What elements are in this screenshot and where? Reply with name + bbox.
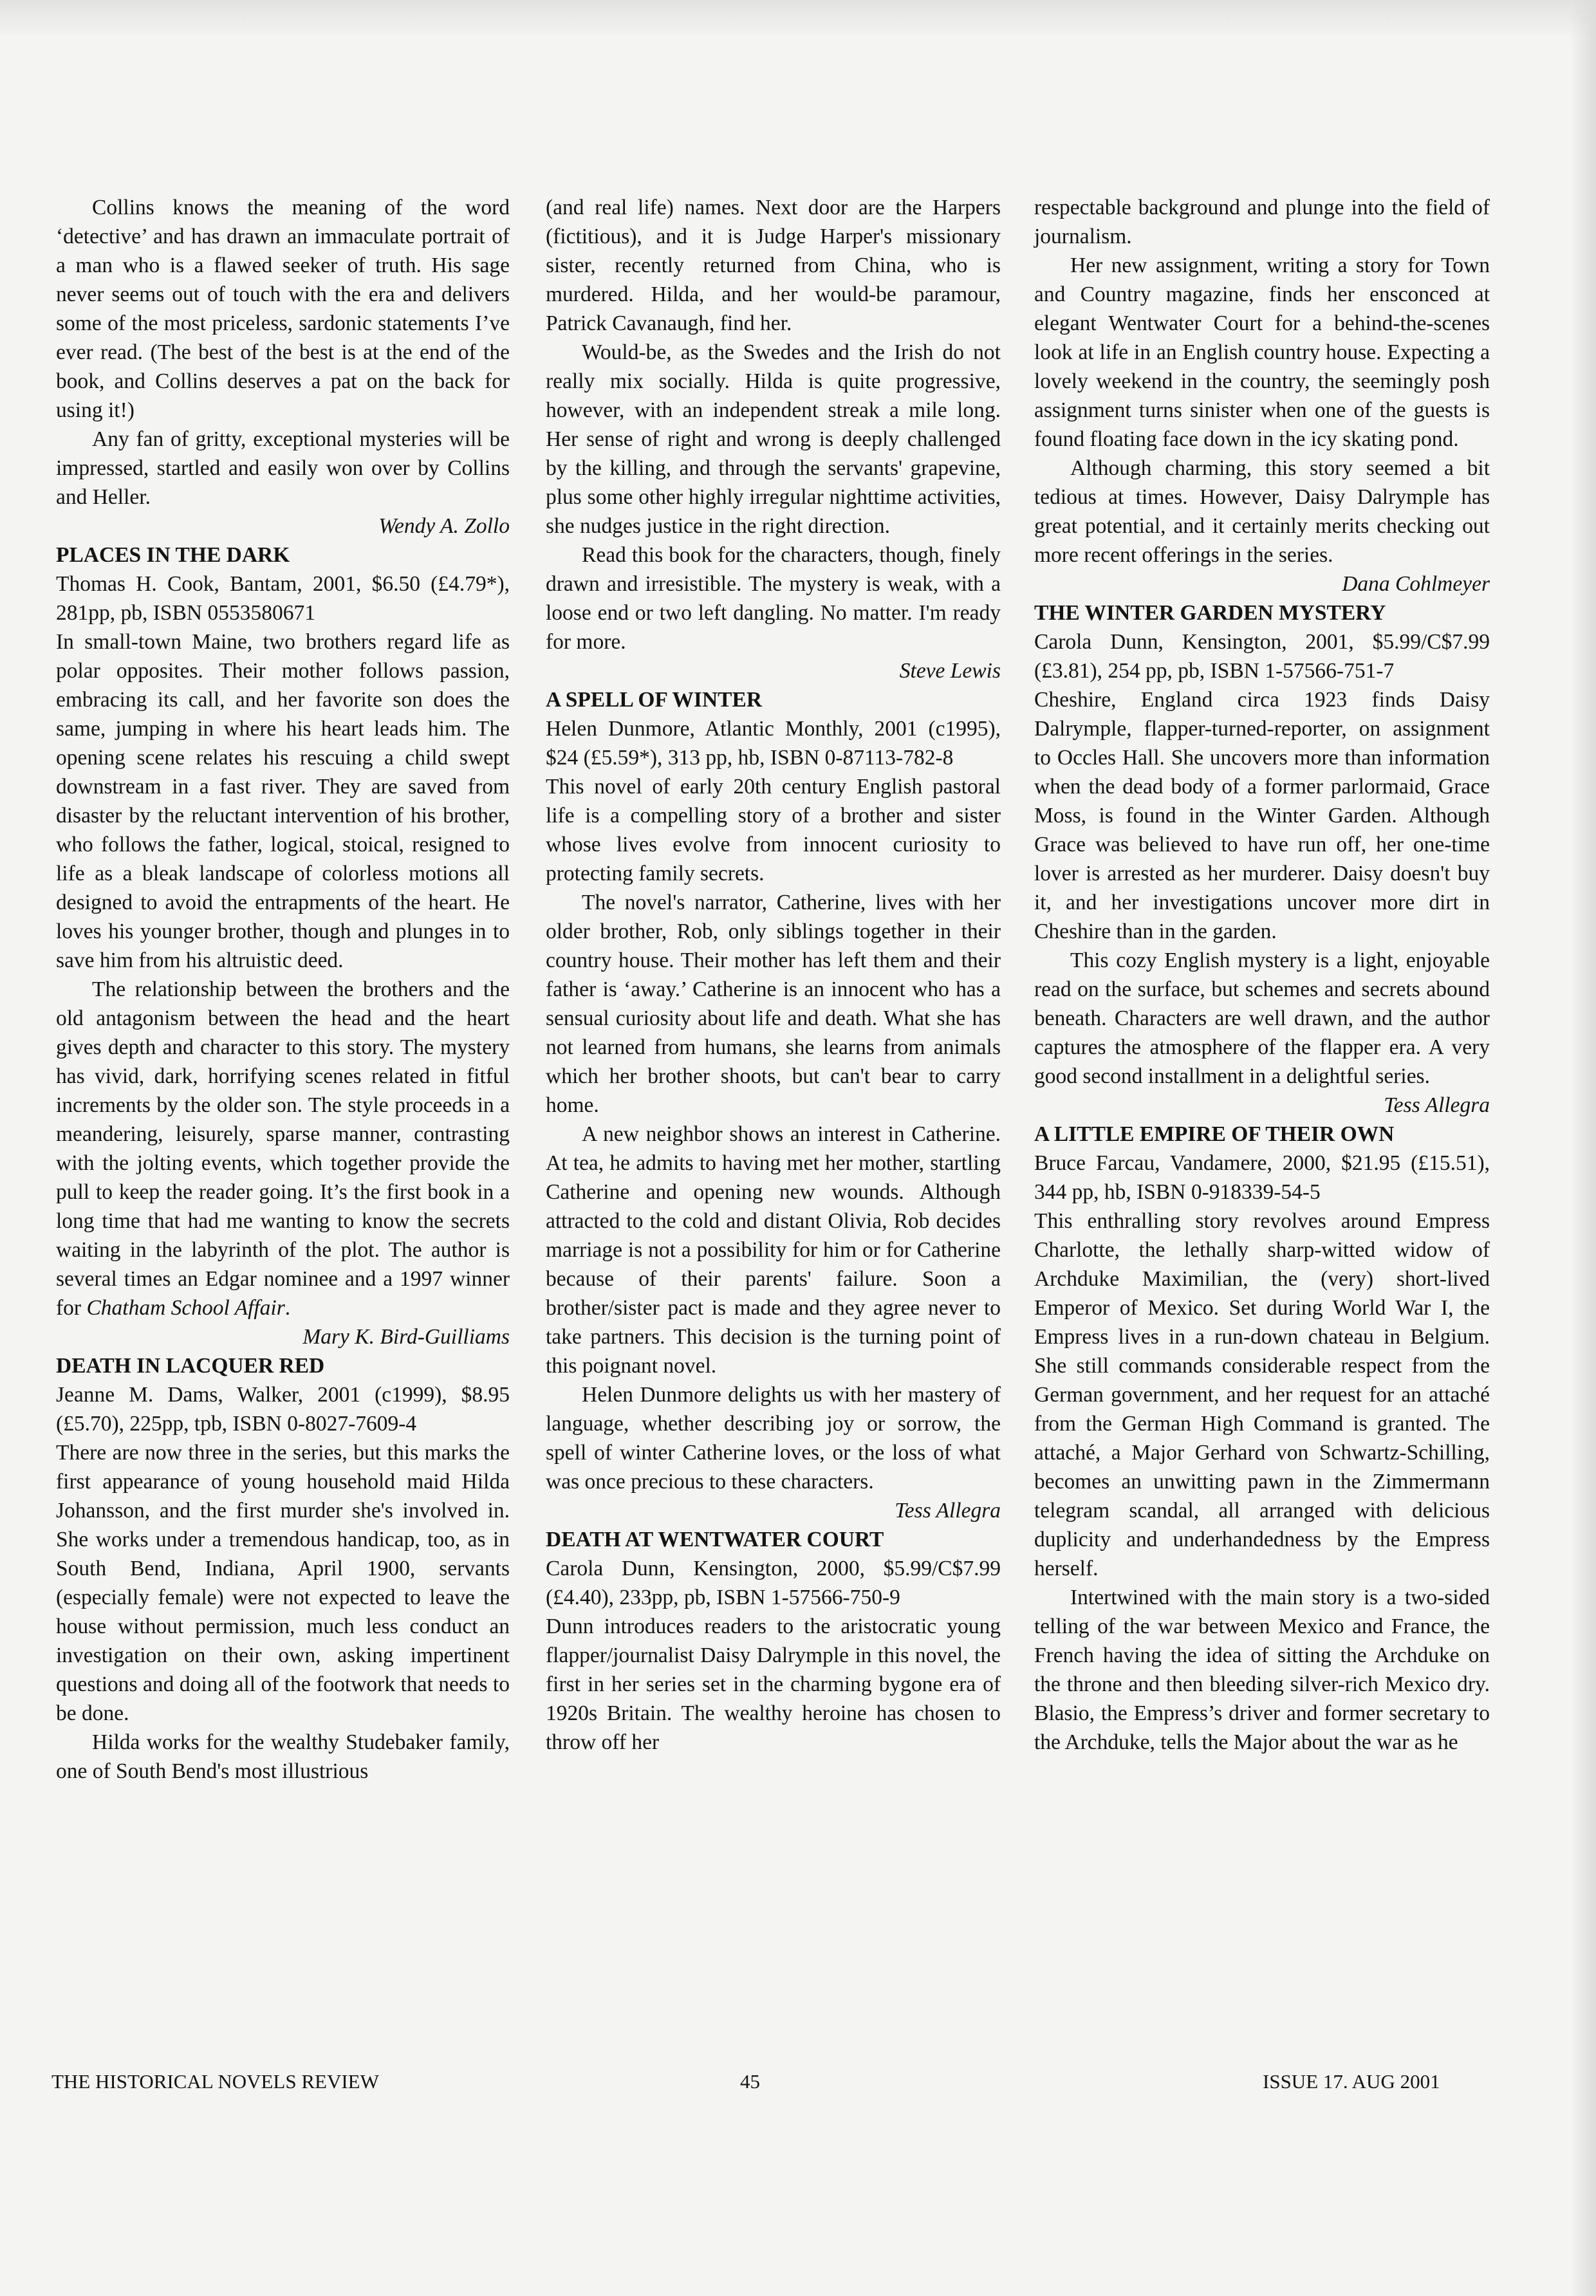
review-bibliography: Thomas H. Cook, Bantam, 2001, $6.50 (£4.79*), 281pp, pb, ISBN 0553580671	[56, 572, 510, 625]
column-2	[546, 193, 1001, 1757]
paragraph: Cheshire, England circa 1923 finds Daisy Dalrymple, flapper-turned-reporter, on assignment to Occles Hall. She uncovers more than information when the dead body of a former parlormaid, Grace Moss, is found in the Winter Garden. Although Grace was believed to have run off, her one-time lover is arrested as her murderer. Daisy doesn't buy it, and her investigations uncover more dirt in Cheshire than in the garden.	[1034, 688, 1490, 943]
paragraph: This cozy English mystery is a light, enjoyable read on the surface, but schemes and secrets abound beneath. Characters are well drawn, and the author captures the atmosphere of the flapper era. A very good second installment in a delightful series.	[1034, 949, 1490, 1088]
paragraph: Although charming, this story seemed a bit tedious at times. However, Daisy Dalrymple has great potential, and it certainly merits checking out more recent offerings in the series.	[1034, 456, 1490, 567]
paragraph: Her new assignment, writing a story for Town and Country magazine, finds her ensconced at elegant Wentwater Court for a behind-the-scenes look at life in an English country house. Expecting a lovely weekend in the country, the seemingly posh assignment turns sinister when one of the guests is found floating face down in the icy skating pond.	[1034, 254, 1490, 451]
paragraph: Helen Dunmore delights us with her mastery of language, whether describing joy or sorrow, the spell of winter Catherine loves, or the loss of what was once precious to these characters.	[546, 1383, 1001, 1494]
paragraph: Hilda works for the wealthy Studebaker family, one of South Bend's most illustrious	[56, 1730, 510, 1783]
paragraph: Any fan of gritty, exceptional mysteries will be impressed, startled and easily won over by Collins and Heller.	[56, 427, 510, 509]
paragraph: There are now three in the series, but this marks the first appearance of young household maid Hilda Johansson, and the first murder she's involved in. She works under a tremendous handicap, too, as in South Bend, Indiana, April 1900, servants (especially female) were not expected to leave the house without permission, much less conduct an investigation on their own, asking impertinent questions and doing all of the footwork that needs to be done.	[56, 1441, 510, 1725]
paragraph: This novel of early 20th century English pastoral life is a compelling story of a brother and sister whose lives evolve from innocent curiosity to protecting family secrets.	[546, 775, 1001, 885]
reviewer-signature: Wendy A. Zollo	[378, 514, 510, 538]
book-title: Chatham School Affair	[86, 1296, 285, 1320]
review-title: THE WINTER GARDEN MYSTERY	[1034, 601, 1386, 625]
paragraph: (and real life) names. Next door are the Harpers (fictitious), and it is Judge Harper's missionary sister, recently returned from China, who is murdered. Hilda, and her would-be paramour, Patrick Cavanaugh, find her.	[546, 196, 1001, 335]
paragraph	[56, 975, 510, 1322]
paragraph-end: .	[284, 1296, 291, 1320]
paragraph: This enthralling story revolves around Empress Charlotte, the lethally sharp-witted widow of Archduke Maximilian, the (very) short-lived Emperor of Mexico. Set during World War I, the Empress lives in a run-down chateau in Belgium. She still commands considerable respect from the German government, and her request for an attaché from the German High Command is granted. The attaché, a Major Gerhard von Schwartz-Schilling, becomes an unwitting pawn in the Zimmermann telegram scandal, all arranged with delicious duplicity and underhandedness by the Empress herself.	[1034, 1209, 1490, 1580]
review-title: DEATH IN LACQUER RED	[56, 1354, 325, 1378]
reviewer-signature: Steve Lewis	[899, 659, 1001, 683]
paragraph: Intertwined with the main story is a two-sided telling of the war between Mexico and France, the French having the idea of sitting the Archduke on the throne and then bleeding silver-rich Mexico dry. Blasio, the Empress’s driver and former secretary to the Archduke, tells the Major about the war as he	[1034, 1586, 1490, 1754]
scan-edge-shadow	[1570, 0, 1596, 2296]
reviewer-signature: Dana Cohlmeyer	[1342, 572, 1490, 596]
paragraph: Dunn introduces readers to the aristocratic young flapper/journalist Daisy Dalrymple in this novel, the first in her series set in the charming bygone era of 1920s Britain. The wealthy heroine has chosen to throw off her	[546, 1615, 1001, 1754]
paragraph: Read this book for the characters, though, finely drawn and irresistible. The mystery is weak, with a loose end or two left dangling. No matter. I'm ready for more.	[546, 543, 1001, 654]
review-bibliography: Carola Dunn, Kensington, 2000, $5.99/C$7.99 (£4.40), 233pp, pb, ISBN 1-57566-750-9	[546, 1557, 1001, 1609]
paragraph: A new neighbor shows an interest in Catherine. At tea, he admits to having met her mother, startling Catherine and opening new wounds. Although attracted to the cold and distant Olivia, Rob decides marriage is not a possibility for him or for Catherine because of their parents' failure. Soon a brother/sister pact is made and they agree never to take partners. This decision is the turning point of this poignant novel.	[546, 1122, 1001, 1378]
paragraph: In small-town Maine, two brothers regard life as polar opposites. Their mother follows passion, embracing its call, and her favorite son does the same, jumping in where his heart leads him. The opening scene relates his rescuing a child swept downstream in a fast river. They are saved from disaster by the reluctant intervention of his brother, who follows the father, logical, stoical, resigned to life as a bleak landscape of colorless motions all designed to avoid the entrapments of the heart. He loves his younger brother, though and plunges in to save him from his altruistic deed.	[56, 630, 510, 972]
column-3	[1034, 193, 1490, 1757]
scan-top-shadow	[0, 0, 1596, 39]
review-title: A SPELL OF WINTER	[546, 688, 763, 712]
review-bibliography: Jeanne M. Dams, Walker, 2001 (c1999), $8.95 (£5.70), 225pp, tpb, ISBN 0-8027-7609-4	[56, 1383, 510, 1436]
paragraph: respectable background and plunge into the field of journalism.	[1034, 196, 1490, 248]
reviewer-signature: Mary K. Bird-Guilliams	[302, 1325, 510, 1349]
paragraph: Would-be, as the Swedes and the Irish do not really mix socially. Hilda is quite progressive, however, with an independent streak a mile long. Her sense of right and wrong is deeply challenged by the killing, and through the servants' grapevine, plus some other highly irregular nighttime activities, she nudges justice in the right direction.	[546, 340, 1001, 538]
review-bibliography: Helen Dunmore, Atlantic Monthly, 2001 (c1995), $24 (£5.59*), 313 pp, hb, ISBN 0-87113-782-8	[546, 717, 1001, 770]
paragraph: The novel's narrator, Catherine, lives with her older brother, Rob, only siblings together in their country house. Their mother has left them and their father is ‘away.’ Catherine is an innocent who has a sensual curiosity about life and death. What she has not learned from humans, she learns from animals which her brother shoots, but can't bear to carry home.	[546, 891, 1001, 1117]
footer-publication-name: THE HISTORICAL NOVELS REVIEW	[51, 2070, 379, 2093]
reviewer-signature: Tess Allegra	[895, 1499, 1001, 1523]
review-title: PLACES IN THE DARK	[56, 543, 290, 567]
review-bibliography: Bruce Farcau, Vandamere, 2000, $21.95 (£15.51), 344 pp, hb, ISBN 0-918339-54-5	[1034, 1151, 1490, 1204]
review-title: A LITTLE EMPIRE OF THEIR OWN	[1034, 1122, 1395, 1146]
footer-page-number: 45	[740, 2070, 760, 2093]
paragraph: Collins knows the meaning of the word ‘detective’ and has drawn an immaculate portrait of a man who is a flawed seeker of truth. His sage never seems out of touch with the era and delivers some of the most priceless, sardonic statements I’ve ever read. (The best of the best is at the end of the book, and Collins deserves a pat on the back for using it!)	[56, 196, 510, 422]
paragraph-text: The relationship between the brothers and the old antagonism between the head and the heart gives depth and character to this story. The mystery has vivid, dark, horrifying scenes related in fitful increments by the older son. The style proceeds in a meandering, leisurely, sparse manner, contrasting with the jolting events, which together provide the pull to keep the reader going. It’s the first book in a long time that had me wanting to know the secrets waiting in the labyrinth of the plot. The author is several times an Edgar nominee and a 1997 winner for	[56, 977, 510, 1320]
footer-issue-date: ISSUE 17. AUG 2001	[1263, 2070, 1440, 2093]
review-title: DEATH AT WENTWATER COURT	[546, 1528, 884, 1551]
reviewer-signature: Tess Allegra	[1384, 1093, 1490, 1117]
review-bibliography: Carola Dunn, Kensington, 2001, $5.99/C$7.99 (£3.81), 254 pp, pb, ISBN 1-57566-751-7	[1034, 630, 1490, 683]
column-1	[56, 193, 510, 1786]
